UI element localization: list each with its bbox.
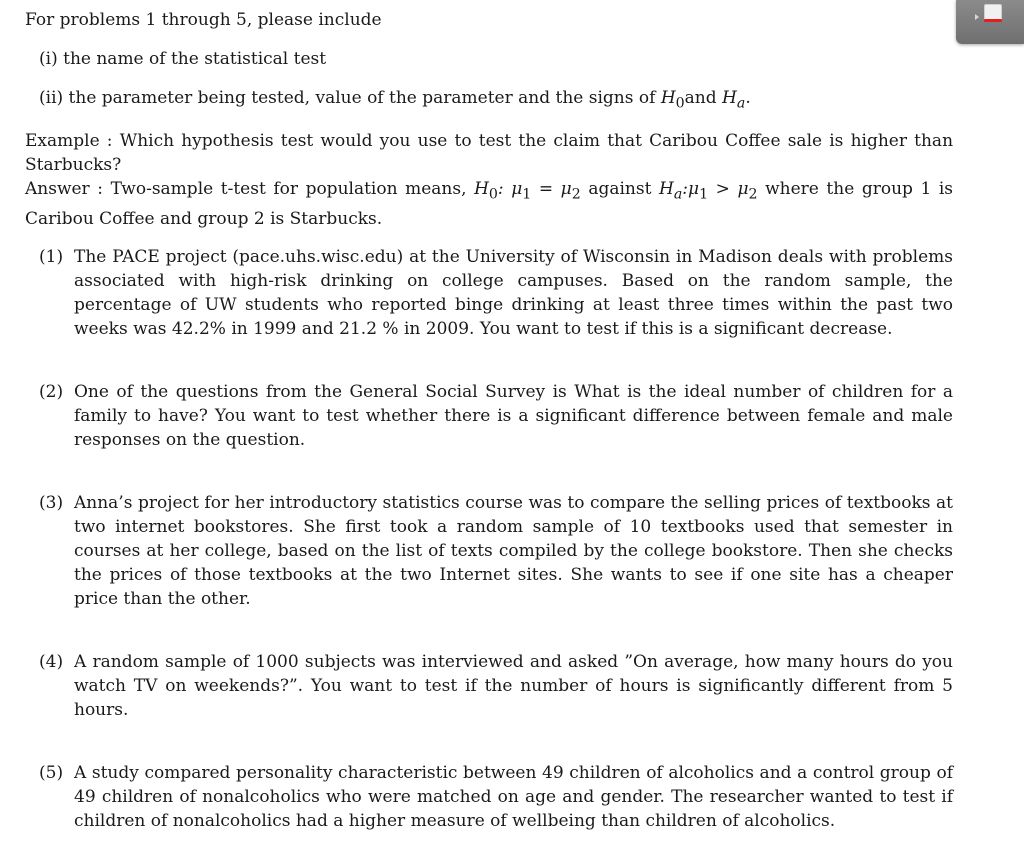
- problem-text: A random sample of 1000 subjects was interviewed and asked ”On average, how many hours do you watch TV on weekends?”. You want to test if the number of hours is significantly different from 5 hours.: [74, 651, 953, 720]
- intro-item-i-text: the name of the statistical test: [63, 49, 327, 69]
- recording-indicator-icon: [984, 19, 1002, 22]
- answer-tail: where the group 1 is Caribou Coffee and group 2 is Starbucks.: [25, 179, 954, 229]
- problem-number: (4): [39, 651, 64, 672]
- intro-item-i: [25, 47, 953, 71]
- corner-toolbar-widget[interactable]: [956, 0, 1024, 44]
- problem-3: [39, 491, 953, 611]
- intro-lead: For problems 1 through 5, please include: [25, 10, 382, 30]
- example-label: Example :: [25, 131, 113, 152]
- intro-item-ii-and: and: [684, 88, 717, 108]
- problem-number: (3): [39, 492, 64, 513]
- intro-item-ii-text: the parameter being tested, value of the parameter and the signs of: [68, 88, 656, 108]
- answer-text: Two-sample t-test for population means,: [110, 179, 467, 200]
- problem-text: One of the questions from the General Social Survey is What is the ideal number of children for a family to have? You want to test whether there is a significant difference between female and male responses on the question.: [74, 381, 953, 450]
- ha-symbol: $H_a$: [722, 88, 746, 112]
- problem-number: (5): [39, 762, 64, 783]
- intro-item-ii: [25, 86, 953, 115]
- null-hypothesis: $H_0$: $\mu_1 = \mu_2$: [474, 179, 581, 203]
- answer-label: Answer :: [25, 179, 103, 200]
- problem-number: (2): [39, 381, 64, 402]
- problem-2: [39, 380, 953, 452]
- alt-hypothesis: $H_a:\mu_1 > \mu_2$: [659, 179, 758, 203]
- example-question: [25, 129, 953, 177]
- example-block: [25, 129, 953, 230]
- problem-1: [39, 245, 953, 341]
- problem-text: A study compared personality characteristic between 49 children of alcoholics and a control group of 49 children of nonalcoholics who were matched on age and gender. The researcher wanted to test if children of nonalcoholics had a higher measure of wellbeing than children of alcoholics.: [74, 762, 953, 831]
- expand-arrow-icon[interactable]: [975, 14, 979, 20]
- intro-item-ii-end: .: [745, 88, 751, 108]
- intro-item-ii-label: (ii): [39, 88, 64, 108]
- problem-text: Anna’s project for her introductory statistics course was to compare the selling prices of textbooks at two internet bookstores. She first took a random sample of 10 textbooks used that semester in courses at her college, based on the list of texts compiled by the college bookstore. Then she checks the prices of those textbooks at the two Internet sites. She wants to see if one site has a cheaper price than the other.: [74, 492, 953, 609]
- h0-symbol: $H_0$: [660, 88, 685, 112]
- example-question-text: Which hypothesis test would you use to test the claim that Caribou Coffee sale is higher than Starbucks?: [25, 131, 954, 176]
- intro-item-i-label: (i): [39, 49, 58, 69]
- problem-4: [39, 650, 953, 722]
- example-answer: [25, 177, 953, 230]
- problem-number: (1): [39, 246, 64, 267]
- document-page: [25, 8, 953, 833]
- problem-text: The PACE project (pace.uhs.wisc.edu) at the University of Wisconsin in Madison deals with problems associated with high-risk drinking on college campuses. Based on the random sample, the percentage of UW students who reported binge drinking at least three times within the past two weeks was 42.2% in 1999 and 21.2 % in 2009. You want to test if this is a significant decrease.: [74, 246, 953, 339]
- against-word: against: [588, 179, 652, 200]
- problem-5: [39, 761, 953, 833]
